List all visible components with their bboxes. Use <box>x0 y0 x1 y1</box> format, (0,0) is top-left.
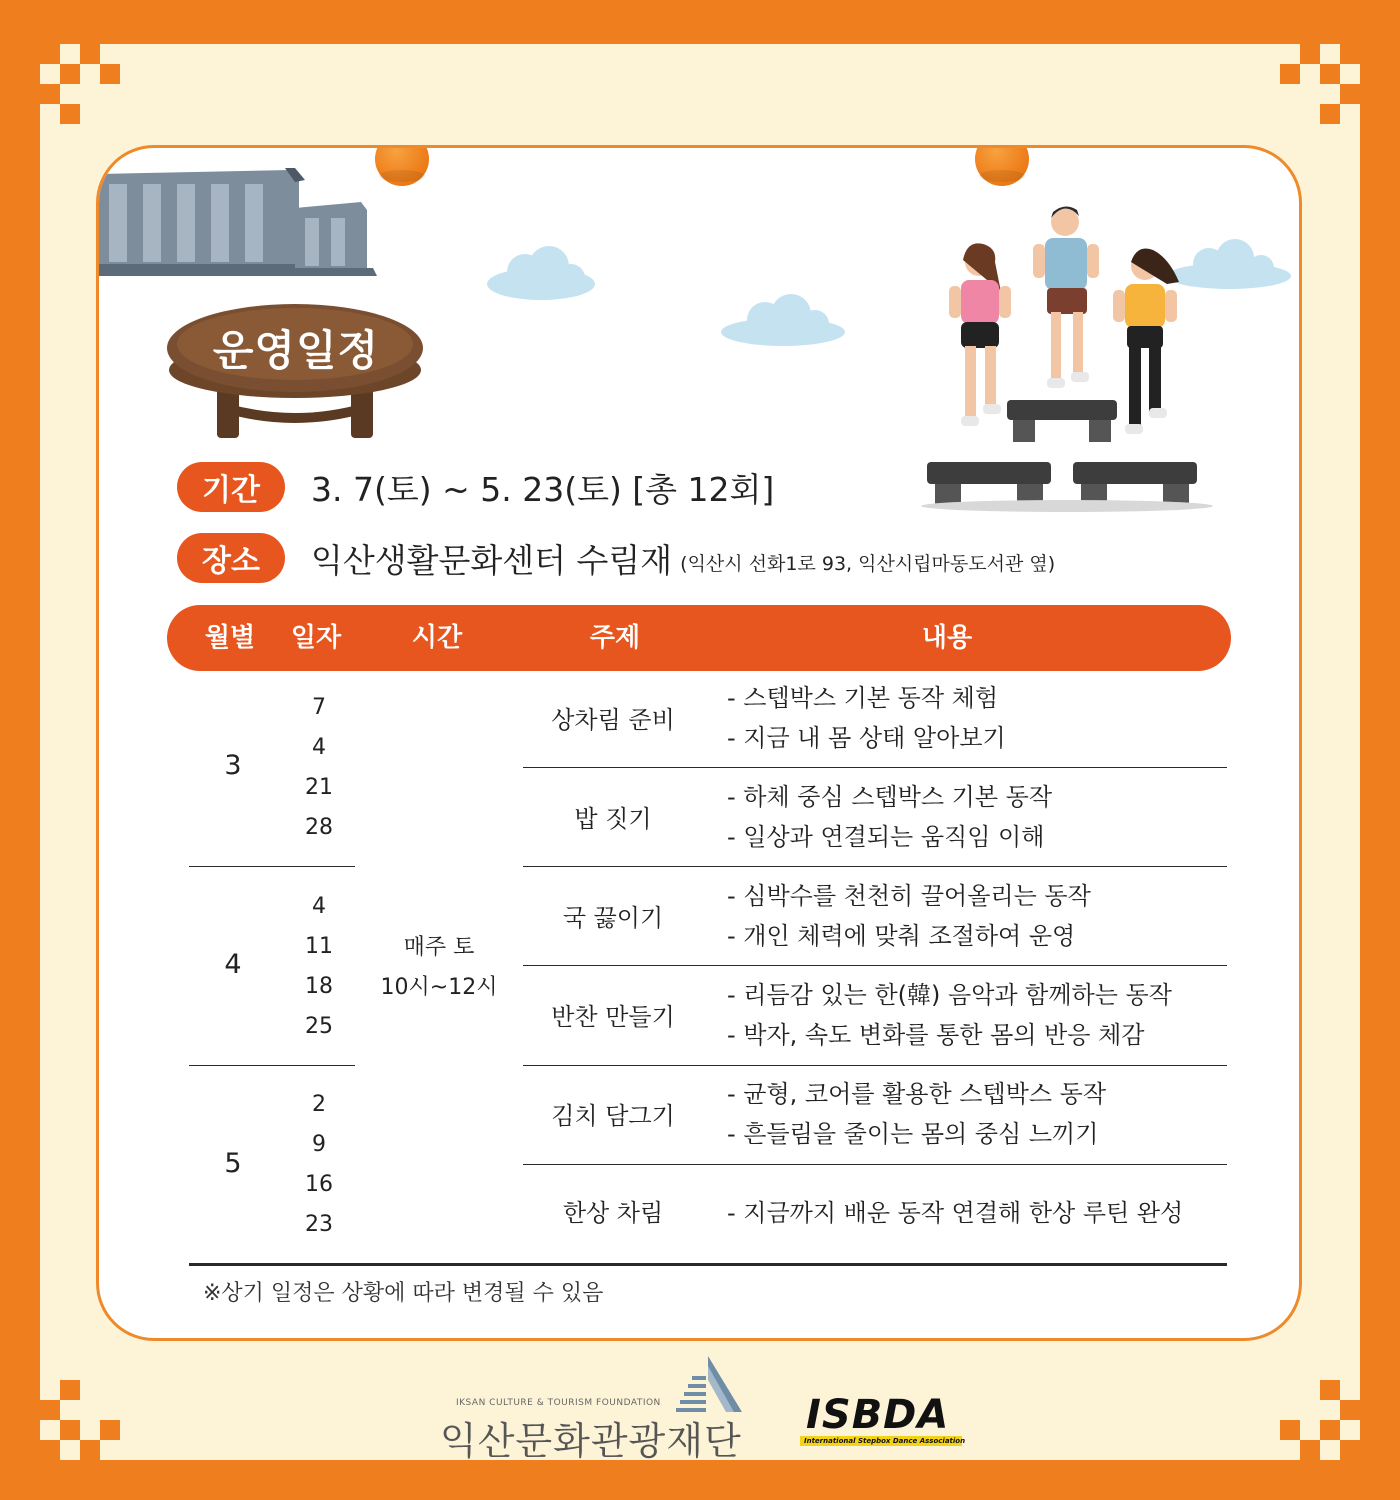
row-divider <box>523 1164 1227 1165</box>
time-cell-line1: 매주 토 <box>403 935 475 960</box>
day-cell: 4 <box>312 894 326 919</box>
day-cell: 16 <box>305 1172 333 1197</box>
hanok-roof-icon <box>99 168 379 278</box>
schedule-card <box>96 145 1302 1341</box>
content-line: - 균형, 코어를 활용한 스텝박스 동작 <box>727 1080 1107 1108</box>
venue-note: (익산시 선화1로 93, 익산시립마동도서관 옆) <box>680 552 1056 575</box>
cloud-icon <box>485 246 597 302</box>
day-cell: 23 <box>305 1212 333 1237</box>
pin-left <box>375 145 429 186</box>
content-cell <box>727 876 1091 956</box>
topic-cell: 한상 차림 <box>562 1199 664 1227</box>
day-cell: 18 <box>305 974 333 999</box>
day-cell: 9 <box>312 1132 326 1157</box>
content-line: - 지금까지 배운 동작 연결해 한상 루틴 완성 <box>727 1199 1184 1227</box>
month-cell: 4 <box>224 949 242 980</box>
content-line: - 심박수를 천천히 끌어올리는 동작 <box>727 882 1091 910</box>
foundation-name-en: IKSAN CULTURE & TOURISM FOUNDATION <box>456 1398 661 1408</box>
content-line: - 지금 내 몸 상태 알아보기 <box>727 724 1006 752</box>
foundation-logo <box>440 1352 760 1462</box>
isbda-name: ISBDA <box>806 1392 950 1438</box>
content-line: - 스텝박스 기본 동작 체험 <box>727 684 999 712</box>
header-time: 시간 <box>411 623 463 653</box>
venue-row <box>177 533 1055 583</box>
footnote: ※상기 일정은 상황에 따라 변경될 수 있음 <box>203 1281 604 1306</box>
isbda-full-name: International Stepbox Dance Association <box>804 1437 966 1445</box>
venue-label: 장소 <box>177 533 285 583</box>
content-line: - 하체 중심 스텝박스 기본 동작 <box>727 783 1053 811</box>
period-row <box>177 462 774 512</box>
day-cell: 4 <box>312 735 326 760</box>
pin-right <box>975 145 1029 186</box>
content-cell <box>727 678 1006 758</box>
table-header <box>167 605 1231 671</box>
content-line: - 리듬감 있는 한(韓) 음악과 함께하는 동작 <box>727 981 1172 1009</box>
header-day: 일자 <box>290 623 342 653</box>
content-cell <box>727 1074 1106 1154</box>
day-cell: 21 <box>305 775 333 800</box>
topic-cell: 밥 짓기 <box>574 805 652 833</box>
row-divider <box>523 767 1227 768</box>
day-cell: 2 <box>312 1092 326 1117</box>
period-label: 기간 <box>177 462 285 512</box>
cloud-icon <box>719 292 847 348</box>
content-cell <box>727 777 1052 857</box>
month-divider <box>189 1065 355 1066</box>
topic-cell: 상차림 준비 <box>551 706 675 734</box>
content-cell <box>727 1193 1183 1233</box>
row-divider <box>523 1065 1227 1066</box>
content-line: - 일상과 연결되는 움직임 이해 <box>727 823 1045 851</box>
day-cell: 28 <box>305 815 333 840</box>
month-cell: 5 <box>224 1148 242 1179</box>
header-content: 내용 <box>921 623 973 653</box>
corner-pattern-bottom-right <box>1280 1380 1360 1460</box>
corner-pattern-bottom-left <box>40 1380 120 1460</box>
row-divider <box>523 866 1227 867</box>
corner-pattern-top-left <box>40 44 120 124</box>
content-line: - 박자, 속도 변화를 통한 몸의 반응 체감 <box>727 1021 1145 1049</box>
content-line: - 흔들림을 줄이는 몸의 중심 느끼기 <box>727 1120 1099 1148</box>
day-cell: 11 <box>305 934 333 959</box>
header-month: 월별 <box>204 623 256 653</box>
topic-cell: 반찬 만들기 <box>551 1003 675 1031</box>
isbda-logo <box>800 1392 965 1448</box>
topic-cell: 김치 담그기 <box>551 1102 675 1130</box>
content-cell <box>727 975 1172 1055</box>
venue-value: 익산생활문화센터 수림재 <box>311 540 673 580</box>
page-title: 운영일정 <box>212 326 380 375</box>
row-divider <box>523 965 1227 966</box>
corner-pattern-top-right <box>1280 44 1360 124</box>
foundation-name-ko: 익산문화관광재단 <box>440 1419 742 1463</box>
month-cell: 3 <box>224 750 242 781</box>
month-divider <box>189 866 355 867</box>
topic-cell: 국 끓이기 <box>562 904 664 932</box>
day-cell: 25 <box>305 1014 333 1039</box>
stepbox-runners-illustration <box>917 200 1217 520</box>
header-topic: 주제 <box>589 623 641 653</box>
time-cell-line2: 10시~12시 <box>380 975 498 1000</box>
table-bottom-rule <box>189 1263 1227 1266</box>
day-cell: 7 <box>312 695 326 720</box>
content-line: - 개인 체력에 맞춰 조절하여 운영 <box>727 922 1076 950</box>
period-value: 3. 7(토) ~ 5. 23(토) [총 12회] <box>311 469 775 509</box>
foundation-logo-icon <box>672 1352 744 1416</box>
